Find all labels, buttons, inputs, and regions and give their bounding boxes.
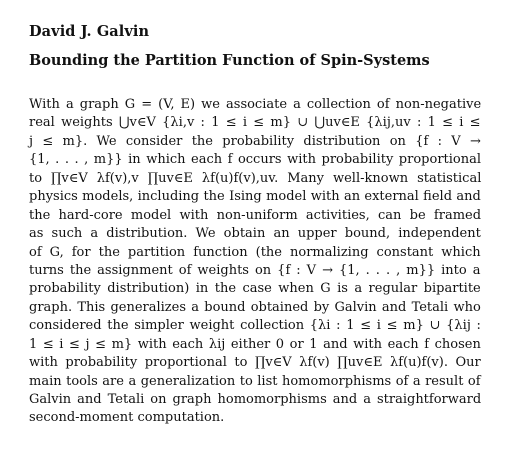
- abstract-line: physics models, including the Ising model with an external field and: [29, 189, 481, 205]
- paper-title: Bounding the Partition Function of Spin-Systems: [29, 52, 430, 69]
- abstract-line: main tools are a generalization to list homomorphisms of a result of: [29, 373, 481, 389]
- abstract-line: with probability proportional to ∏v∈V λf(v) ∏uv∈E λf(u)f(v). Our: [29, 355, 481, 371]
- abstract-line: probability distribution) in the case when G is a regular bipartite: [29, 281, 481, 297]
- abstract-line: turns the assignment of weights on {f : V → {1, . . . , m}} into a: [29, 262, 481, 278]
- abstract-line: With a graph G = (V, E) we associate a collection of non-negative: [29, 97, 482, 112]
- abstract-line: the hard-core model with non-uniform activities, can be framed: [29, 207, 482, 223]
- author-name: David J. Galvin: [29, 23, 150, 40]
- abstract-line: Galvin and Tetali on graph homomorphisms and a straightforward: [29, 392, 482, 407]
- abstract-line: graph. This generalizes a bound obtained by Galvin and Tetali who: [29, 299, 481, 315]
- abstract-line: real weights ⋃v∈V {λi,v : 1 ≤ i ≤ m} ∪ ⋃uv∈E {λij,uv : 1 ≤ i ≤: [29, 115, 481, 131]
- abstract-line: second-moment computation.: [29, 410, 225, 426]
- abstract-line: {1, . . . , m}} in which each f occurs with probability proportional: [29, 152, 482, 168]
- abstract-line: to ∏v∈V λf(v),v ∏uv∈E λf(u)f(v),uv. Many well-known statistical: [29, 170, 482, 186]
- abstract-line: 1 ≤ i ≤ j ≤ m} with each λij either 0 or 1 and with each f chosen: [29, 336, 481, 352]
- abstract: [29, 96, 481, 428]
- abstract-line: of G, for the partition function (the normalizing constant which: [29, 244, 481, 260]
- abstract-line: as such a distribution. We obtain an upper bound, independent: [29, 226, 481, 242]
- abstract-line: considered the simpler weight collection {λi : 1 ≤ i ≤ m} ∪ {λij :: [29, 318, 481, 334]
- abstract-line: j ≤ m}. We consider the probability distribution on {f : V →: [29, 133, 481, 149]
